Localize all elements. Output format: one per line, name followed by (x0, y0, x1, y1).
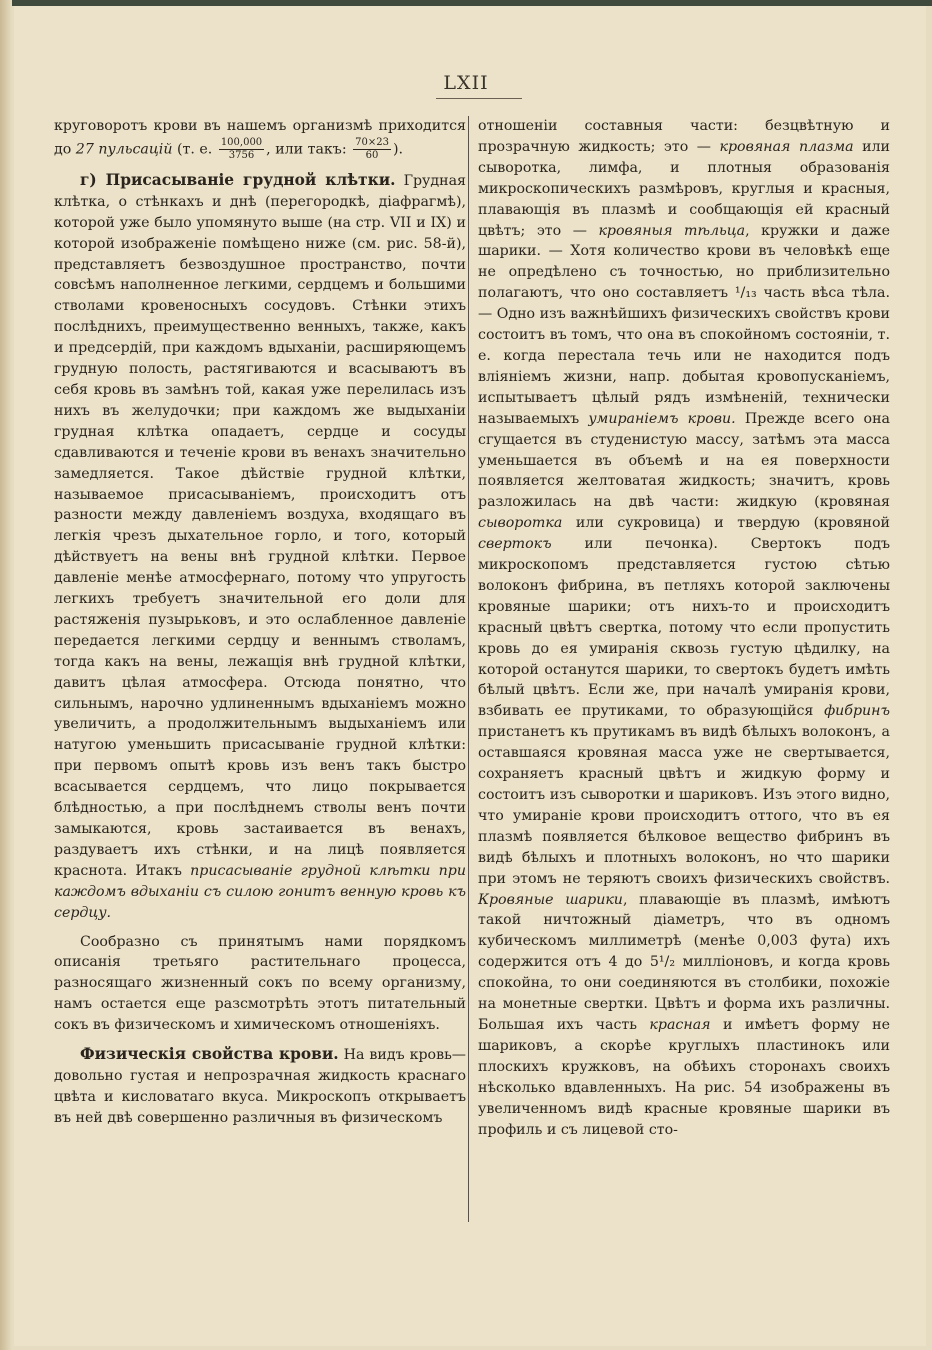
emphasis-text: свертокъ (478, 536, 552, 553)
emphasis-text: фибринъ (824, 703, 890, 720)
paragraph-blood-composition (478, 116, 890, 1140)
text-span: , или такъ: (266, 141, 352, 158)
scan-left-edge (0, 0, 12, 1350)
page-number-rule (436, 98, 522, 99)
text-span: ). (392, 141, 403, 158)
emphasis-text: кровяная плазма (719, 138, 854, 155)
section-heading: г) Присасываніе грудной клѣтки. (80, 170, 396, 189)
emphasis-text: 27 пульсацій (75, 141, 173, 158)
column-divider (468, 116, 469, 1222)
text-span: отношеніи составныя части: безцвѣтную и прозрачную жидкость; это — (478, 118, 890, 155)
fraction-denominator: 60 (365, 149, 379, 161)
text-span: , плавающіе въ плазмѣ, имѣютъ такой ничтожный діаметръ, что въ одномъ кубическомъ миллиметрѣ (менѣе 0,003 фута) ихъ содержится отъ 4 до 5¹/₂ милліоновъ, и когда кровь спокойна, то они соединяются въ столбики, похожіе на монетные свертки. Цвѣтъ и форма ихъ различны. Большая ихъ часть (478, 891, 891, 1033)
text-span: пристанетъ къ прутикамъ въ видѣ бѣлыхъ волоконъ, а оставшаяся кровяная масса уже не свертывается, сохраняетъ красный цвѣтъ и жидкую форму и состоитъ изъ сыворотки и шариковъ. Изъ этого видно, что умираніе крови происходитъ оттого, что въ ея плазмѣ появляется бѣлковое вещество фибринъ въ видѣ бѣлыхъ и плотныхъ волоконъ, но что шарики при этомъ не теряютъ своихъ физическихъ свойствъ. (478, 724, 890, 887)
text-span: или печонка). Свертокъ подъ микроскопомъ представляется густою сѣтью волоконъ фибрина, въ петляхъ которой заключены кровяные шарики; отъ нихъ-то и происходитъ красный цвѣтъ свертка, потому что если пропустить кровь до ея умиранія сквозь густую цѣдилку, на которой останутся шарики, то свертокъ будетъ имѣть бѣлый цвѣтъ. Если же, при началѣ умиранія крови, взбивать ее прутиками, то образующійся (478, 536, 890, 720)
text-span: (т. е. (172, 141, 217, 158)
fraction-numerator: 100,000 (220, 136, 263, 148)
page-number: LXII (443, 72, 489, 94)
fraction-numerator: 70×23 (355, 136, 389, 148)
paragraph-blood-properties (54, 1044, 466, 1129)
right-column (478, 116, 890, 1216)
paragraph-thorax-suction (54, 170, 466, 924)
text-span: На видъ кровь— довольно густая и непрозрачная жидкость краснаго цвѣта и кисловатаго вкуса. Микроскопъ открываетъ въ ней двѣ совершенно различныя въ физическомъ (54, 1047, 466, 1126)
text-span: Прежде всего она сгущается въ студенистую массу, затѣмъ эта масса уменьшается въ объемѣ и на ея поверхности появляется желтоватая жидкость; значитъ, кровь разложилась на двѣ части: жидкую (кровяная (478, 410, 891, 511)
text-span: и имѣетъ форму не шариковъ, а скорѣе круглыхъ пластинокъ или плоскихъ кружковъ, на обѣихъ сторонахъ своихъ нѣсколько вдавленныхъ. На рис. 54 изображены въ увеличенномъ видѣ красные кровяные шарики въ профиль и съ лицевой сто- (478, 1016, 890, 1138)
fraction-one (219, 137, 264, 162)
text-span: , кружки и даже шарики. — Хотя количество крови въ человѣкѣ еще не опредѣлено съ точностью, но приблизительно полагаютъ, что оно составляетъ ¹/₁₃ часть вѣса тѣла. — Одно изъ важнѣйшихъ физическихъ свойствъ крови состоитъ въ томъ, что она въ спокойномъ состояніи, т. е. когда перестала течь или не находится подъ вліяніемъ жизни, напр. добытая кровопусканіемъ, испытываетъ цѣлый рядъ измѣненій, технически называемыхъ (478, 222, 891, 427)
left-column (54, 116, 466, 1216)
paragraph-pulse-count (54, 116, 466, 162)
section-heading: Физическія свойства крови. (80, 1045, 339, 1064)
emphasis-text: кровяныя тѣльца (598, 222, 746, 239)
text-span: или сукровица) и твердую (кровяной (562, 515, 890, 532)
fraction-two (353, 137, 391, 162)
text-span: круговоротъ крови въ нашемъ организмѣ приходится до (54, 118, 466, 158)
text-span: Грудная клѣтка, о стѣнкахъ и днѣ (перегородкѣ, діафрагмѣ), которой уже было упомянуто выше (на стр. VII и IX) и которой изображеніе помѣщено ниже (см. рис. 58-й), представляетъ безвоздушное пространство, почти совсѣмъ наполненное легкими, сердцемъ и большими стволами кровеносныхъ сосудовъ. Стѣнки этихъ послѣднихъ, преимущественно венныхъ, также, какъ и предсердій, при каждомъ вдыханіи, расширяющемъ грудную полость, растягиваются и всасываютъ въ себя кровь въ замѣнъ той, какая уже перелилась изъ нихъ въ желудочки; при каждомъ же выдыханіи грудная клѣтка опадаетъ, сердце и сосуды сдавливаются и теченіе крови въ венахъ значительно замедляется. Такое дѣйствіе грудной клѣтки, называемое присасываніемъ, происходитъ отъ разности между давленіемъ воздуха, входящаго въ легкія чрезъ дыхательное горло, и того, который дѣйствуетъ на вены внѣ грудной клѣтки. Первое давленіе менѣе атмосфернаго, потому что упругость легкихъ требуетъ значительной его доли для растяженія пузырьковъ, и это ослабленное давленіе передается легкими сердцу и веннымъ стволамъ, тогда какъ на вены, лежащія внѣ грудной клѣтки, давитъ цѣлая атмосфера. Отсюда понятно, что сильнымъ, нарочно удлиненнымъ вдыханіемъ можно увеличить, а продолжительнымъ выдыханіемъ или натугою уменьшить присасываніе грудной клѣтки: при первомъ опытѣ кровь изъ венъ такъ быстро всасывается сердцемъ, что лицо покрывается блѣдностью, а при послѣднемъ стволы венъ почти замыкаются, кровь застаивается въ венахъ, раздуваетъ ихъ стѣнки, и на лицѣ появляется краснота. Итакъ (54, 172, 466, 879)
paragraph-transition: Сообразно съ принятымъ нами порядкомъ описанія третьяго растительнаго процесса, разносящаго жизненный сокъ по всему организму, намъ остается еще разсмотрѣть этотъ питательный сокъ въ физическомъ и химическомъ отношеніяхъ. (54, 933, 466, 1034)
emphasis-text: присасываніе грудной клѣтки при каждомъ вдыханіи съ силою гонитъ венную кровь къ сердцу. (54, 862, 466, 921)
emphasis-text: сыворотка (478, 515, 563, 532)
emphasis-text: Кровяные шарики (478, 891, 623, 908)
emphasis-text: красная (649, 1016, 711, 1033)
text-span: или сыворотка, лимфа, и плотныя образованія микроскопическихъ размѣровъ, круглыя и красныя, плавающія въ плазмѣ и сообщающія ей красный цвѣтъ; это — (478, 138, 890, 239)
fraction-denominator: 3756 (228, 149, 255, 161)
emphasis-text: умираніемъ крови. (588, 410, 736, 427)
